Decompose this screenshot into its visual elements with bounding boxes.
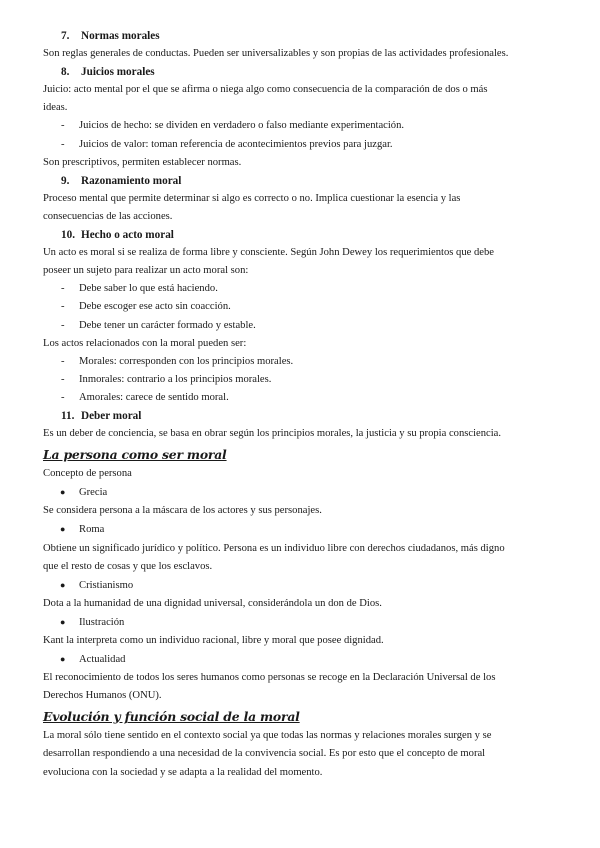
paragraph: consecuencias de las acciones. — [43, 210, 173, 222]
list-item: - Debe saber lo que está haciendo. — [61, 283, 218, 295]
bullet-item-ilustracion: ● Ilustración — [60, 616, 125, 628]
heading-juicios-morales: 8. Juicios morales — [61, 66, 155, 79]
bullet-item-roma: ● Roma — [60, 524, 105, 536]
heading-hecho-acto-moral: 10. Hecho o acto moral — [61, 229, 174, 242]
paragraph: Concepto de persona — [43, 468, 132, 480]
list-item: - Inmorales: contrario a los principios morales. — [61, 373, 272, 385]
paragraph: ideas. — [43, 102, 68, 114]
paragraph: Dota a la humanidad de una dignidad universal, considerándola un don de Dios. — [43, 597, 382, 609]
paragraph: Proceso mental que permite determinar si algo es correcto o no. Implica cuestionar la esencia y las — [43, 192, 461, 204]
bullet-item-grecia: ● Grecia — [60, 487, 108, 499]
list-item: - Morales: corresponden con los principios morales. — [61, 355, 294, 367]
paragraph: Un acto es moral si se realiza de forma libre y consciente. Según John Dewey los requerimientos que debe — [43, 247, 494, 259]
paragraph: Se considera persona a la máscara de los actores y sus personajes. — [43, 505, 322, 517]
heading-razonamiento-moral: 9. Razonamiento moral — [61, 174, 182, 187]
list-item: - Juicios de valor: toman referencia de acontecimientos previos para juzgar. — [61, 138, 393, 150]
paragraph: Son prescriptivos, permiten establecer normas. — [43, 156, 242, 168]
bullet-item-actualidad: ● Actualidad — [60, 654, 126, 666]
list-item: - Amorales: carece de sentido moral. — [61, 391, 229, 403]
paragraph: Derechos Humanos (ONU). — [43, 690, 162, 702]
paragraph: que el resto de cosas y que los esclavos. — [43, 560, 213, 572]
list-item: - Debe tener un carácter formado y estable. — [61, 319, 256, 331]
paragraph: El reconocimiento de todos los seres humanos como personas se recoge en la Declaración Universal de los — [43, 672, 496, 684]
paragraph: Los actos relacionados con la moral pueden ser: — [43, 337, 247, 349]
section-title-evolucion: Evolución y función social de la moral — [43, 709, 300, 725]
section-title-persona: La persona como ser moral — [43, 447, 227, 463]
paragraph: La moral sólo tiene sentido en el contexto social ya que todas las normas y relaciones morales surgen y se — [43, 730, 492, 742]
paragraph: desarrollan respondiendo a una necesidad de la convivencia social. Es por esto que el concepto de moral — [43, 748, 486, 760]
heading-normas-morales: 7. Normas morales — [61, 30, 160, 42]
paragraph: Son reglas generales de conductas. Pueden ser universalizables y son propias de las actividades profesionales. — [43, 48, 509, 60]
list-item: - Debe escoger ese acto sin coacción. — [61, 301, 231, 313]
paragraph: poseer un sujeto para realizar un acto moral son: — [43, 265, 249, 277]
bullet-item-cristianismo: ● Cristianismo — [60, 579, 134, 591]
paragraph: Es un deber de conciencia, se basa en obrar según los principios morales, la justicia y su propia consciencia. — [43, 428, 502, 440]
paragraph: evoluciona con la sociedad y se adapta a la realidad del momento. — [43, 766, 323, 778]
paragraph: Obtiene un significado jurídico y político. Persona es un individuo libre con derechos ciudadanos, más digno — [43, 542, 505, 554]
paragraph: Kant la interpreta como un individuo racional, libre y moral que posee dignidad. — [43, 635, 384, 646]
heading-deber-moral: 11. Deber moral — [61, 409, 142, 422]
list-item: - Juicios de hecho: se dividen en verdadero o falso mediante experimentación. — [61, 120, 405, 132]
paragraph: Juicio: acto mental por el que se afirma o niega algo como consecuencia de la comparación de dos o más — [43, 84, 488, 96]
